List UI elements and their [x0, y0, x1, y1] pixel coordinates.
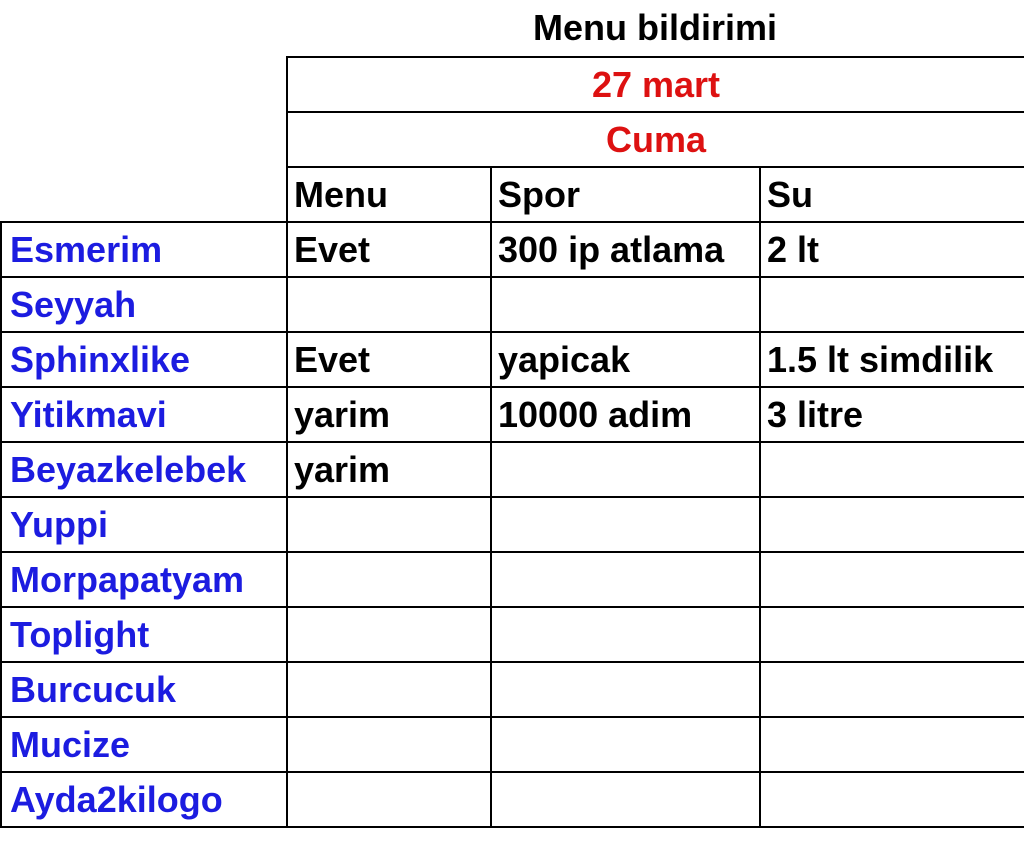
menu-cell [287, 717, 491, 772]
name-cell: Seyyah [1, 277, 287, 332]
su-cell: 2 lt [760, 222, 1024, 277]
name-cell: Burcucuk [1, 662, 287, 717]
spor-cell [491, 442, 760, 497]
column-header-row [1, 167, 1024, 222]
table-row [1, 277, 1024, 332]
menu-cell [287, 772, 491, 827]
menu-cell [287, 277, 491, 332]
spor-cell: yapicak [491, 332, 760, 387]
spor-cell [491, 717, 760, 772]
blank-corner [1, 112, 287, 167]
name-cell: Yuppi [1, 497, 287, 552]
date-cell: 27 mart [287, 57, 1024, 112]
su-cell: 3 litre [760, 387, 1024, 442]
menu-cell [287, 662, 491, 717]
table-row [1, 332, 1024, 387]
menu-table [0, 56, 1024, 828]
su-cell [760, 442, 1024, 497]
name-cell: Esmerim [1, 222, 287, 277]
su-cell [760, 497, 1024, 552]
spor-cell: 10000 adim [491, 387, 760, 442]
menu-cell: yarim [287, 387, 491, 442]
spor-cell [491, 497, 760, 552]
su-cell [760, 607, 1024, 662]
spor-cell [491, 772, 760, 827]
menu-cell [287, 497, 491, 552]
spor-cell [491, 277, 760, 332]
su-cell [760, 772, 1024, 827]
spor-cell [491, 662, 760, 717]
su-cell: 1.5 lt simdilik [760, 332, 1024, 387]
name-cell: Mucize [1, 717, 287, 772]
table-row [1, 222, 1024, 277]
menu-cell: Evet [287, 222, 491, 277]
su-cell [760, 277, 1024, 332]
table-title: Menu bildirimi [532, 7, 777, 48]
table-row [1, 387, 1024, 442]
menu-cell [287, 607, 491, 662]
menu-cell [287, 552, 491, 607]
su-cell [760, 552, 1024, 607]
name-cell: Morpapatyam [1, 552, 287, 607]
table-row [1, 442, 1024, 497]
table-row [1, 662, 1024, 717]
blank-corner [1, 167, 287, 222]
name-cell: Yitikmavi [1, 387, 287, 442]
spor-cell [491, 552, 760, 607]
column-header-su: Su [760, 167, 1024, 222]
table-row [1, 772, 1024, 827]
day-cell: Cuma [287, 112, 1024, 167]
menu-cell: Evet [287, 332, 491, 387]
name-cell: Sphinxlike [1, 332, 287, 387]
table-row [1, 497, 1024, 552]
blank-corner [1, 57, 287, 112]
name-cell: Beyazkelebek [1, 442, 287, 497]
name-cell: Ayda2kilogo [1, 772, 287, 827]
table-row [1, 552, 1024, 607]
table-row [1, 607, 1024, 662]
spor-cell [491, 607, 760, 662]
column-header-menu: Menu [287, 167, 491, 222]
day-row [1, 112, 1024, 167]
table-row [1, 717, 1024, 772]
spor-cell: 300 ip atlama [491, 222, 760, 277]
column-header-spor: Spor [491, 167, 760, 222]
name-cell: Toplight [1, 607, 287, 662]
menu-cell: yarim [287, 442, 491, 497]
su-cell [760, 717, 1024, 772]
date-row [1, 57, 1024, 112]
su-cell [760, 662, 1024, 717]
